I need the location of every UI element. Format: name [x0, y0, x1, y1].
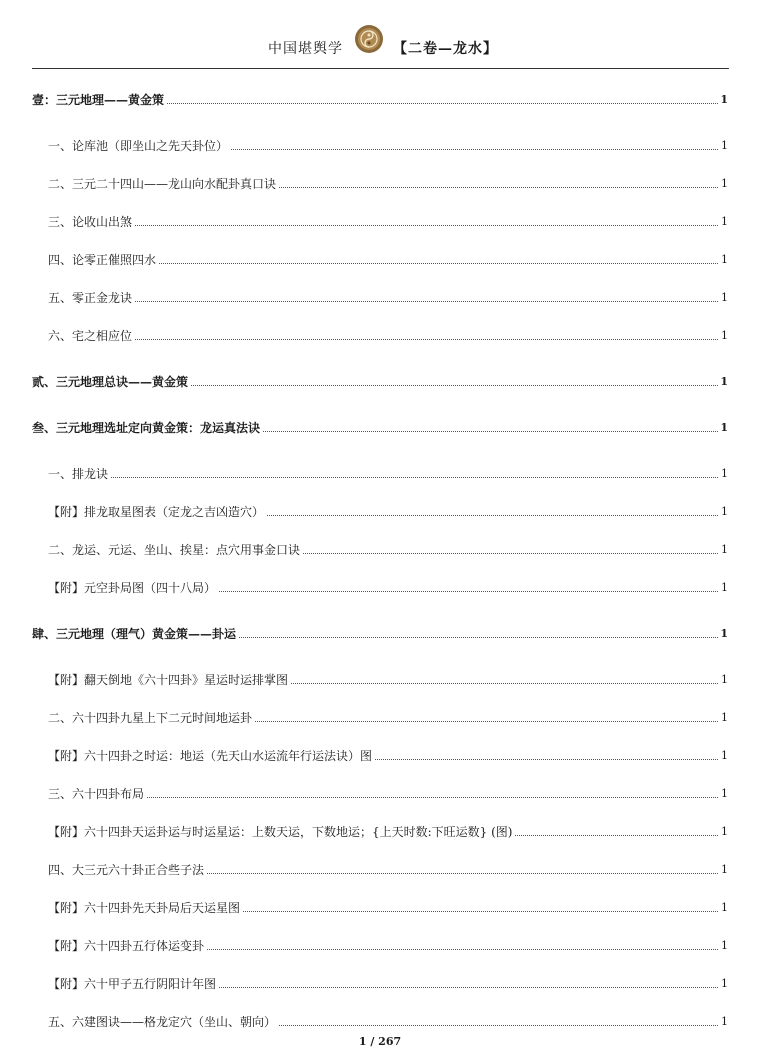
- toc-entry-page-number: 1: [719, 288, 728, 308]
- toc-section-entry[interactable]: [0, 250, 760, 270]
- toc-entry-label: 贰、三元地理总诀——黄金策: [32, 372, 190, 392]
- toc-entry-page-number: 1: [718, 90, 728, 110]
- toc-section-entry[interactable]: [0, 708, 760, 728]
- toc-entry-page-number: 1: [719, 670, 728, 690]
- toc-section-entry[interactable]: [0, 746, 760, 766]
- toc-entry-page-number: 1: [719, 974, 728, 994]
- toc-section-entry[interactable]: [0, 936, 760, 956]
- toc-entry-label: 四、大三元六十卦正合些子法: [48, 860, 206, 880]
- toc-section-entry[interactable]: [0, 212, 760, 232]
- toc-entry-label: 五、零正金龙诀: [48, 288, 134, 308]
- header-volume: 【二卷—龙水】: [393, 41, 498, 57]
- toc-entry-page-number: 1: [719, 746, 728, 766]
- toc-chapter-entry[interactable]: [0, 624, 760, 644]
- toc-dot-leader: [48, 225, 722, 226]
- toc-section-entry[interactable]: [0, 784, 760, 804]
- toc-entry-label: 【附】六十四卦五行体运变卦: [48, 936, 206, 956]
- toc-entry-page-number: 1: [718, 372, 728, 392]
- toc-entry-label: 壹：三元地理——黄金策: [32, 90, 166, 110]
- toc-section-entry[interactable]: [0, 578, 760, 598]
- toc-entry-label: 四、论零正催照四水: [48, 250, 158, 270]
- toc-section-entry[interactable]: [0, 326, 760, 346]
- toc-entry-label: 【附】排龙取星图表（定龙之吉凶造穴）: [48, 502, 266, 522]
- toc-entry-label: 肆、三元地理（理气）黄金策——卦运: [32, 624, 238, 644]
- toc-section-entry[interactable]: [0, 974, 760, 994]
- toc-section-entry[interactable]: [0, 860, 760, 880]
- toc-entry-label: 【附】六十甲子五行阴阳计年图: [48, 974, 218, 994]
- toc-entry-page-number: 1: [719, 784, 728, 804]
- toc-dot-leader: [48, 301, 722, 302]
- toc-dot-leader: [48, 339, 722, 340]
- toc-entry-label: 【附】翻天倒地《六十四卦》星运时运排掌图: [48, 670, 290, 690]
- toc-entry-label: 【附】六十四卦之时运：地运（先天山水运流年行运法诀）图: [48, 746, 374, 766]
- toc-section-entry[interactable]: [0, 174, 760, 194]
- toc-section-entry[interactable]: [0, 670, 760, 690]
- toc-entry-page-number: 1: [719, 174, 728, 194]
- toc-entry-label: 一、排龙诀: [48, 464, 110, 484]
- toc-entry-page-number: 1: [719, 212, 728, 232]
- toc-entry-page-number: 1: [719, 936, 728, 956]
- toc-entry-label: 【附】六十四卦天运卦运与时运星运：上数天运，下数地运；{上天时数:下旺运数} (图): [48, 822, 515, 842]
- toc-chapter-entry[interactable]: [0, 418, 760, 438]
- page-number: 1 / 267: [358, 1035, 402, 1048]
- toc-entry-page-number: 1: [719, 578, 728, 598]
- toc-entry-page-number: 1: [719, 540, 728, 560]
- toc-entry-page-number: 1: [719, 464, 728, 484]
- toc-entry-page-number: 1: [719, 326, 728, 346]
- toc-entry-page-number: 1: [719, 822, 728, 842]
- toc-section-entry[interactable]: [0, 502, 760, 522]
- toc-entry-page-number: 1: [719, 502, 728, 522]
- toc-entry-label: 五、六建图诀——格龙定穴（坐山、朝向）: [48, 1012, 278, 1032]
- toc-chapter-entry[interactable]: [0, 90, 760, 110]
- toc-section-entry[interactable]: [0, 288, 760, 308]
- toc-entry-label: 一、论库池（即坐山之先天卦位）: [48, 136, 230, 156]
- toc-entry-label: 二、六十四卦九星上下二元时间地运卦: [48, 708, 254, 728]
- toc-section-entry[interactable]: [0, 1012, 760, 1032]
- toc-dot-leader: [48, 477, 722, 478]
- toc-section-entry[interactable]: [0, 898, 760, 918]
- toc-entry-page-number: 1: [719, 708, 728, 728]
- toc-section-entry[interactable]: [0, 540, 760, 560]
- toc-entry-page-number: 1: [719, 136, 728, 156]
- toc-entry-label: 三、六十四卦布局: [48, 784, 146, 804]
- toc-entry-page-number: 1: [719, 898, 728, 918]
- toc-entry-label: 二、龙运、元运、坐山、挨星：点穴用事金口诀: [48, 540, 302, 560]
- toc-entry-label: 叁、三元地理选址定向黄金策：龙运真法诀: [32, 418, 262, 438]
- toc-entry-label: 二、三元二十四山——龙山向水配卦真口诀: [48, 174, 278, 194]
- toc-entry-page-number: 1: [719, 250, 728, 270]
- toc-entry-label: 三、论收山出煞: [48, 212, 134, 232]
- toc-entry-page-number: 1: [718, 418, 728, 438]
- toc-section-entry[interactable]: [0, 464, 760, 484]
- toc-entry-label: 【附】元空卦局图（四十八局）: [48, 578, 218, 598]
- header-brand: 中国堪舆学: [268, 41, 343, 57]
- toc-entry-label: 六、宅之相应位: [48, 326, 134, 346]
- toc-section-entry[interactable]: [0, 822, 760, 842]
- toc-entry-label: 【附】六十四卦先天卦局后天运星图: [48, 898, 242, 918]
- toc-dot-leader: [48, 797, 722, 798]
- toc-entry-page-number: 1: [719, 1012, 728, 1032]
- toc-entry-page-number: 1: [718, 624, 728, 644]
- toc-chapter-entry[interactable]: [0, 372, 760, 392]
- toc-section-entry[interactable]: [0, 136, 760, 156]
- toc-entry-page-number: 1: [719, 860, 728, 880]
